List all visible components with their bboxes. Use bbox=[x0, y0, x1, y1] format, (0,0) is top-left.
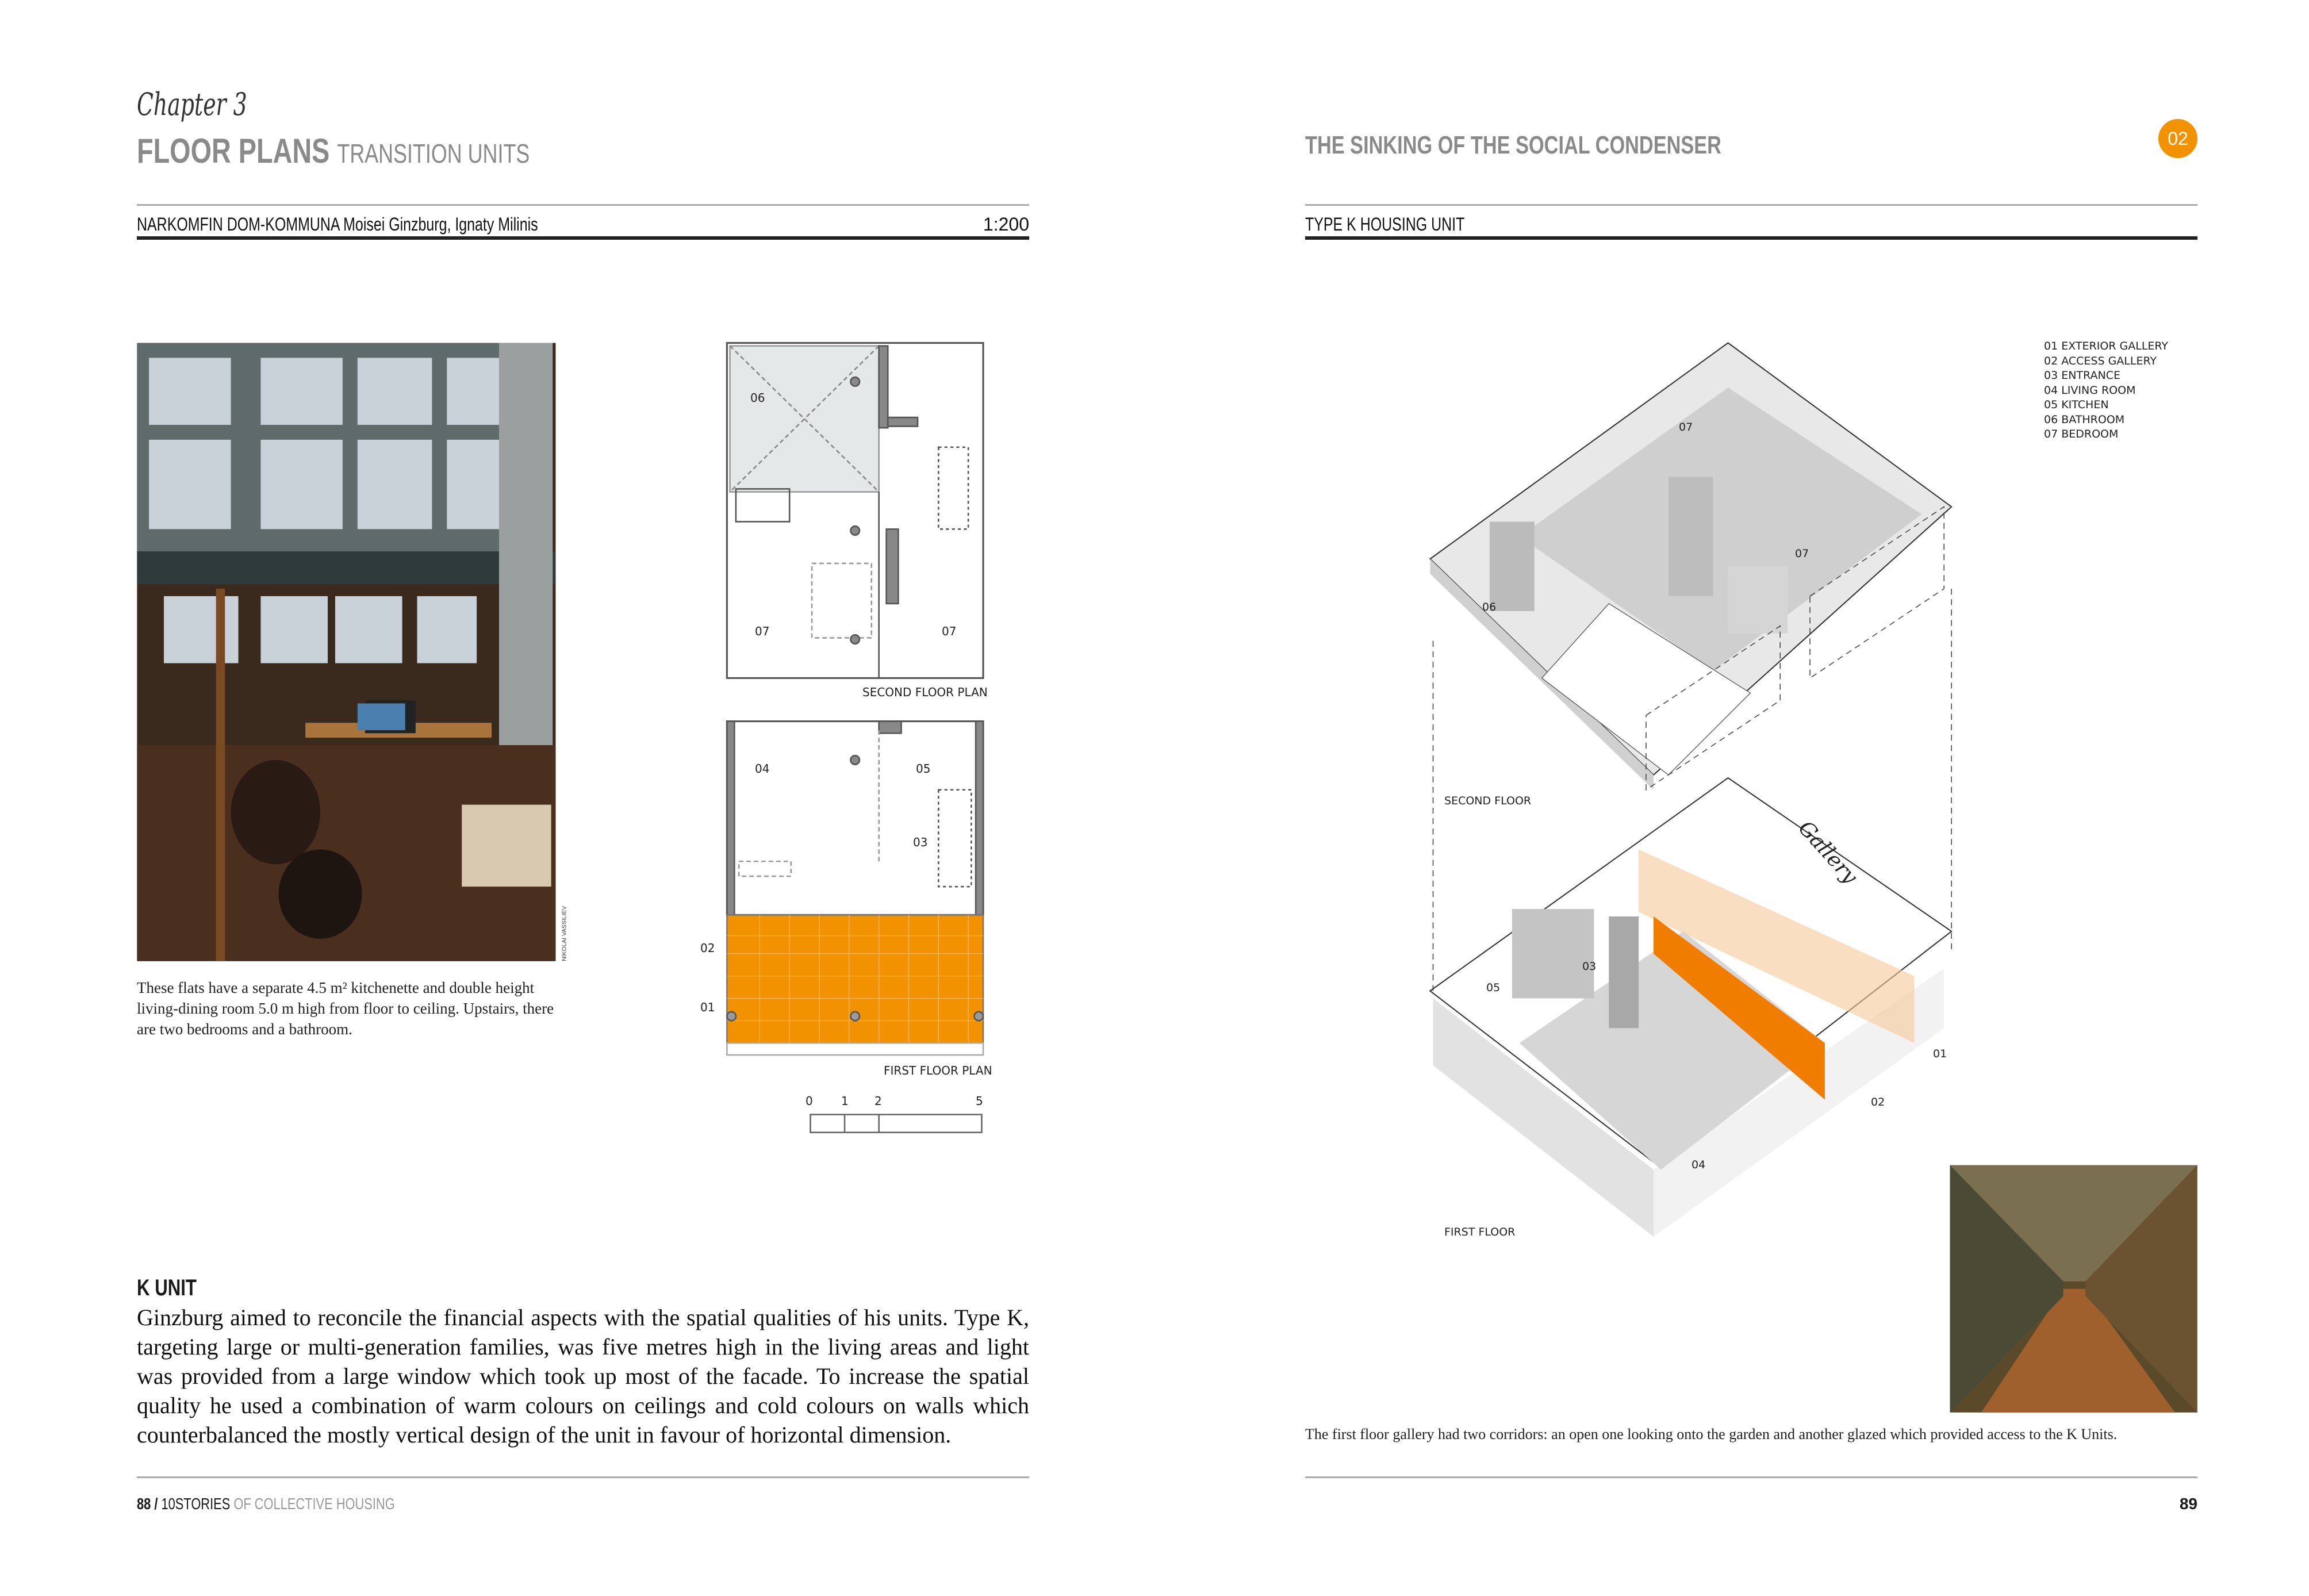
axo-label: 07 bbox=[1679, 421, 1693, 433]
plan-label: FIRST FLOOR PLAN bbox=[884, 1064, 992, 1077]
axo-label: 01 bbox=[1933, 1048, 1947, 1060]
legend-item: 01 EXTERIOR GALLERY bbox=[2044, 340, 2169, 352]
axo-floor-label: SECOND FLOOR bbox=[1444, 795, 1532, 807]
room-label: 04 bbox=[755, 762, 770, 776]
chapter-badge: 02 bbox=[2158, 119, 2197, 158]
legend-item: 03 ENTRANCE bbox=[2044, 369, 2120, 382]
title-sub: TRANSITION UNITS bbox=[337, 139, 530, 168]
scale-tick: 2 bbox=[874, 1094, 882, 1108]
legend-item: 06 BATHROOM bbox=[2044, 413, 2125, 426]
axo-label: 07 bbox=[1795, 547, 1809, 560]
room-label: 02 bbox=[700, 941, 715, 955]
photo-caption: These flats have a separate 4.5 m² kitchenette and double height living-dining room 5.0 m high from floor to ceiling. Upstairs, there are two bedrooms and a bathroom. bbox=[137, 979, 554, 1038]
gallery-corridor-photo bbox=[1950, 1165, 2197, 1413]
page-number: 88 bbox=[137, 1495, 151, 1513]
axo-floor-label: FIRST FLOOR bbox=[1444, 1226, 1516, 1238]
body-text: Ginzburg aimed to reconcile the financial aspects with the spatial qualities of his units. Type K, targeting large or multi-generation families, was five metres high in the living areas and light was provided from a large window which took up most of the facade. To increase the spatial quality he used a combination of warm colours on ceilings and cold colours on walls which counterbalanced the mostly vertical design of the unit in favour of horizontal dimension. bbox=[137, 1305, 1029, 1448]
scale-tick: 5 bbox=[976, 1094, 983, 1108]
scale-label: 1:200 bbox=[983, 214, 1029, 235]
legend-item: 07 BEDROOM bbox=[2044, 428, 2119, 440]
photo-credit: NIKOLAI VASSILIEV bbox=[561, 906, 568, 961]
book-title: 10STORIES bbox=[161, 1495, 231, 1513]
page-title bbox=[137, 131, 530, 171]
divider bbox=[137, 236, 1029, 240]
legend-item: 04 LIVING ROOM bbox=[2044, 383, 2136, 397]
footer bbox=[137, 1495, 395, 1513]
legend-item: 02 ACCESS GALLERY bbox=[2044, 354, 2157, 367]
divider bbox=[1305, 1476, 2197, 1478]
axo-label: 05 bbox=[1486, 981, 1501, 994]
section-heading: K UNIT bbox=[137, 1275, 197, 1300]
axo-label: 03 bbox=[1582, 960, 1597, 973]
project-subheader: NARKOMFIN DOM-KOMMUNA Moisei Ginzburg, Ignaty Milinis bbox=[137, 214, 538, 235]
room-label: 06 bbox=[750, 391, 765, 405]
chapter-label: Chapter 3 bbox=[137, 86, 247, 122]
divider bbox=[137, 1476, 1029, 1478]
scale-tick: 1 bbox=[841, 1094, 849, 1108]
room-label: 07 bbox=[755, 624, 770, 638]
plan-label: SECOND FLOOR PLAN bbox=[862, 685, 988, 699]
unit-subheader: TYPE K HOUSING UNIT bbox=[1305, 214, 1465, 235]
room-label: 05 bbox=[916, 762, 931, 776]
page-number: 89 bbox=[2179, 1495, 2197, 1513]
divider bbox=[1305, 236, 2197, 240]
gallery-photo-caption: The first floor gallery had two corridors: an open one looking onto the garden and another glazed which provided access to the K Units. bbox=[1305, 1426, 2118, 1442]
title-main: FLOOR PLANS bbox=[137, 132, 330, 170]
divider bbox=[1305, 204, 2197, 206]
scale-tick: 0 bbox=[806, 1094, 813, 1108]
room-legend bbox=[2044, 339, 2168, 442]
interior-photo bbox=[137, 343, 555, 961]
right-page-title: THE SINKING OF THE SOCIAL CONDENSER bbox=[1305, 131, 1721, 159]
axo-label: 06 bbox=[1482, 601, 1497, 613]
gallery-label: Gallery bbox=[1793, 816, 1862, 889]
book-subtitle: OF COLLECTIVE HOUSING bbox=[230, 1495, 395, 1513]
scale-bar bbox=[810, 1115, 981, 1133]
footer-sep: / bbox=[151, 1495, 162, 1513]
room-label: 07 bbox=[942, 624, 957, 638]
room-label: 03 bbox=[913, 835, 928, 849]
room-label: 01 bbox=[700, 1000, 715, 1014]
axo-label: 02 bbox=[1871, 1096, 1885, 1108]
legend-item: 05 KITCHEN bbox=[2044, 398, 2109, 411]
divider bbox=[137, 204, 1029, 206]
axo-label: 04 bbox=[1692, 1158, 1706, 1171]
